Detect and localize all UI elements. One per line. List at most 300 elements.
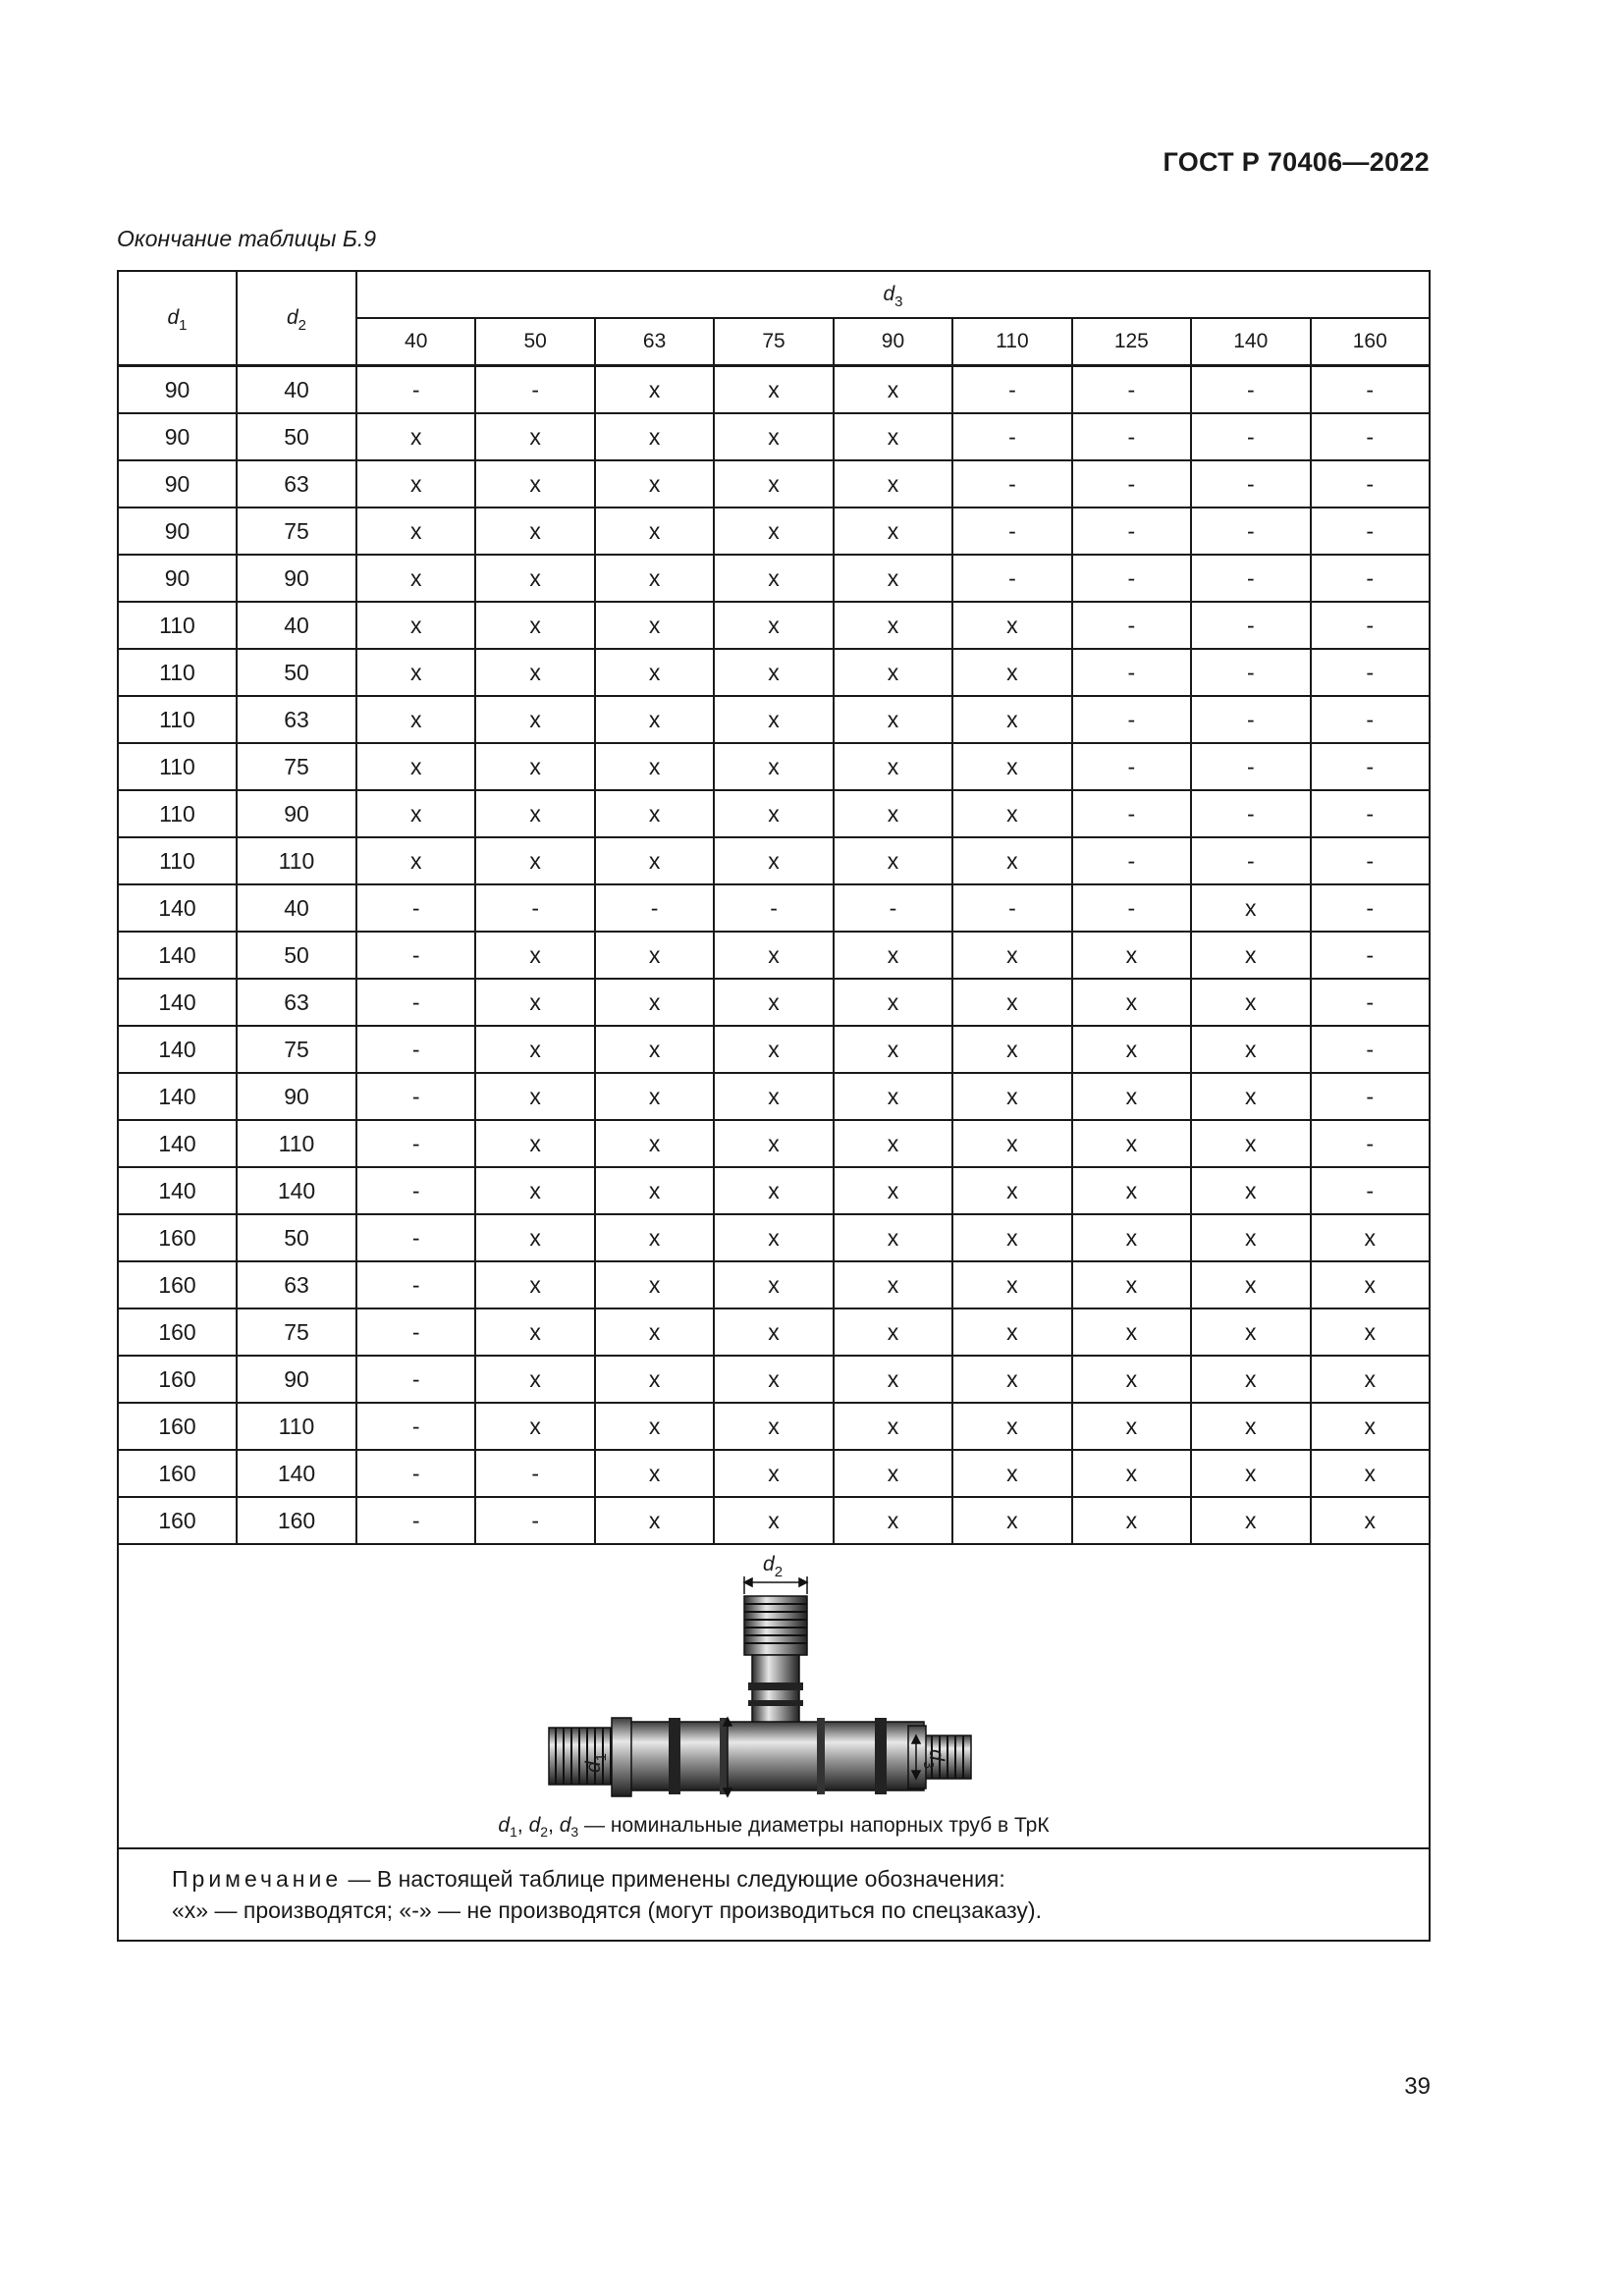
cell-availability: - xyxy=(595,884,714,932)
cell-availability: x xyxy=(1191,979,1310,1026)
table-row xyxy=(118,932,1430,979)
cell-availability: x xyxy=(834,460,952,507)
cell-availability: - xyxy=(1311,884,1431,932)
cell-availability: x xyxy=(714,1026,833,1073)
cell-availability: x xyxy=(834,1450,952,1497)
cell-availability: - xyxy=(1072,460,1191,507)
cell-availability: x xyxy=(952,1214,1071,1261)
main-pipe xyxy=(549,1718,971,1796)
cell-availability: x xyxy=(1191,1450,1310,1497)
header-d3-value: 125 xyxy=(1072,318,1191,366)
table-row xyxy=(118,1497,1430,1544)
cell-d2: 50 xyxy=(237,932,356,979)
cell-d1: 140 xyxy=(118,1073,237,1120)
cell-availability: x xyxy=(952,1497,1071,1544)
cell-availability: x xyxy=(714,932,833,979)
cell-availability: x xyxy=(714,507,833,555)
cell-availability: x xyxy=(1191,1308,1310,1356)
cell-availability: - xyxy=(1311,1073,1431,1120)
cell-d1: 90 xyxy=(118,366,237,414)
cell-availability: x xyxy=(834,555,952,602)
cell-availability: x xyxy=(952,1403,1071,1450)
cell-availability: x xyxy=(595,979,714,1026)
cell-availability: - xyxy=(952,884,1071,932)
cell-availability: x xyxy=(714,1261,833,1308)
cell-availability: x xyxy=(834,413,952,460)
cell-d1: 160 xyxy=(118,1450,237,1497)
cell-availability: x xyxy=(952,1120,1071,1167)
table-row xyxy=(118,413,1430,460)
cell-availability: x xyxy=(834,1497,952,1544)
table-row xyxy=(118,555,1430,602)
cell-availability: x xyxy=(1072,1356,1191,1403)
cell-availability: x xyxy=(834,979,952,1026)
table-row xyxy=(118,790,1430,837)
cell-availability: x xyxy=(595,1261,714,1308)
cell-d2: 110 xyxy=(237,1403,356,1450)
header-d3-value: 75 xyxy=(714,318,833,366)
cell-availability: x xyxy=(475,743,594,790)
cell-availability: - xyxy=(1072,649,1191,696)
cell-d1: 110 xyxy=(118,696,237,743)
cell-d1: 140 xyxy=(118,1167,237,1214)
cell-d1: 140 xyxy=(118,979,237,1026)
header-d3-value: 50 xyxy=(475,318,594,366)
cell-d1: 90 xyxy=(118,507,237,555)
cell-availability: x xyxy=(1311,1450,1431,1497)
cell-d2: 50 xyxy=(237,1214,356,1261)
table-row xyxy=(118,602,1430,649)
table-row xyxy=(118,507,1430,555)
cell-availability: - xyxy=(952,460,1071,507)
cell-availability: - xyxy=(1311,696,1431,743)
cell-availability: x xyxy=(834,1356,952,1403)
cell-d2: 75 xyxy=(237,1308,356,1356)
cell-availability: - xyxy=(1191,790,1310,837)
table-row xyxy=(118,743,1430,790)
cell-availability: x xyxy=(834,366,952,414)
table-row xyxy=(118,1214,1430,1261)
cell-availability: x xyxy=(595,1497,714,1544)
cell-availability: - xyxy=(1191,460,1310,507)
cell-availability: - xyxy=(356,1167,475,1214)
cell-availability: x xyxy=(834,602,952,649)
cell-availability: x xyxy=(1072,1167,1191,1214)
cell-availability: x xyxy=(714,1497,833,1544)
cell-availability: x xyxy=(952,1450,1071,1497)
cell-availability: x xyxy=(475,1403,594,1450)
figure-cell xyxy=(118,1544,1430,1848)
cell-d2: 40 xyxy=(237,366,356,414)
cell-availability: x xyxy=(834,790,952,837)
cell-d1: 110 xyxy=(118,743,237,790)
figure-caption: $d_1$, $d_2$, $d_3$ — номинальные диаметры напорных труб в ТрК xyxy=(498,1814,1050,1840)
cell-availability: x xyxy=(834,1214,952,1261)
cell-availability: x xyxy=(834,507,952,555)
cell-availability: x xyxy=(834,1261,952,1308)
cell-availability: - xyxy=(1191,366,1310,414)
cell-availability: x xyxy=(595,743,714,790)
cell-availability: - xyxy=(1311,602,1431,649)
cell-availability: x xyxy=(1072,1214,1191,1261)
cell-d1: 110 xyxy=(118,649,237,696)
cell-availability: x xyxy=(356,649,475,696)
cell-availability: - xyxy=(714,884,833,932)
table-row xyxy=(118,1356,1430,1403)
cell-availability: - xyxy=(1072,555,1191,602)
cell-d2: 63 xyxy=(237,696,356,743)
cell-availability: x xyxy=(595,1073,714,1120)
table-row xyxy=(118,1403,1430,1450)
cell-availability: - xyxy=(1072,743,1191,790)
cell-availability: x xyxy=(714,1120,833,1167)
cell-availability: x xyxy=(595,1026,714,1073)
cell-availability: - xyxy=(356,1214,475,1261)
cell-availability: x xyxy=(595,602,714,649)
note-line2: «x» — производятся; «-» — не производятся (могут производиться по спецзаказу). xyxy=(172,1897,1042,1923)
cell-availability: x xyxy=(714,413,833,460)
cell-availability: x xyxy=(1191,1026,1310,1073)
cell-availability: - xyxy=(952,413,1071,460)
header-d3-value: 140 xyxy=(1191,318,1310,366)
cell-availability: - xyxy=(356,1497,475,1544)
cell-availability: x xyxy=(475,790,594,837)
cell-availability: - xyxy=(1072,837,1191,884)
cell-availability: - xyxy=(475,1497,594,1544)
cell-availability: x xyxy=(714,1308,833,1356)
cell-availability: x xyxy=(834,1167,952,1214)
cell-availability: x xyxy=(714,979,833,1026)
cell-d1: 140 xyxy=(118,1120,237,1167)
cell-availability: x xyxy=(1311,1403,1431,1450)
header-d3-value: 160 xyxy=(1311,318,1431,366)
cell-availability: - xyxy=(834,884,952,932)
cell-availability: - xyxy=(356,932,475,979)
cell-availability: x xyxy=(1072,1261,1191,1308)
table-row xyxy=(118,1261,1430,1308)
table-row xyxy=(118,837,1430,884)
cell-availability: x xyxy=(1311,1308,1431,1356)
cell-availability: x xyxy=(1191,1214,1310,1261)
cell-availability: x xyxy=(1311,1497,1431,1544)
cell-availability: - xyxy=(1072,602,1191,649)
cell-availability: x xyxy=(1072,1403,1191,1450)
table-row xyxy=(118,366,1430,414)
cell-availability: x xyxy=(952,790,1071,837)
cell-d2: 110 xyxy=(237,1120,356,1167)
cell-availability: x xyxy=(1072,1120,1191,1167)
cell-availability: x xyxy=(475,649,594,696)
cell-availability: x xyxy=(356,460,475,507)
cell-availability: x xyxy=(1311,1214,1431,1261)
table-row xyxy=(118,1120,1430,1167)
cell-availability: x xyxy=(952,696,1071,743)
cell-d2: 50 xyxy=(237,649,356,696)
cell-availability: - xyxy=(952,555,1071,602)
cell-availability: x xyxy=(475,507,594,555)
cell-availability: x xyxy=(1191,1497,1310,1544)
cell-availability: x xyxy=(714,743,833,790)
cell-availability: - xyxy=(475,1450,594,1497)
cell-availability: x xyxy=(1191,932,1310,979)
cell-availability: x xyxy=(475,1167,594,1214)
cell-d2: 90 xyxy=(237,1356,356,1403)
cell-availability: x xyxy=(1311,1356,1431,1403)
cell-availability: x xyxy=(834,743,952,790)
cell-availability: - xyxy=(1311,507,1431,555)
page-number: 39 xyxy=(1404,2073,1431,2100)
cell-availability: x xyxy=(834,1403,952,1450)
cell-availability: x xyxy=(834,1026,952,1073)
cell-d2: 40 xyxy=(237,602,356,649)
cell-d2: 75 xyxy=(237,1026,356,1073)
cell-availability: x xyxy=(475,1120,594,1167)
cell-d1: 90 xyxy=(118,555,237,602)
cell-availability: - xyxy=(356,884,475,932)
cell-availability: x xyxy=(595,1450,714,1497)
cell-availability: x xyxy=(595,1214,714,1261)
cell-availability: x xyxy=(475,1308,594,1356)
cell-availability: x xyxy=(475,460,594,507)
cell-availability: - xyxy=(356,1120,475,1167)
cell-availability: - xyxy=(1072,884,1191,932)
dim-label-d3: $d_3$ xyxy=(920,1748,948,1770)
cell-availability: - xyxy=(1311,1120,1431,1167)
cell-availability: x xyxy=(475,932,594,979)
table-row xyxy=(118,1450,1430,1497)
cell-availability: - xyxy=(1311,1167,1431,1214)
cell-availability: x xyxy=(595,649,714,696)
cell-availability: x xyxy=(356,413,475,460)
cell-availability: x xyxy=(595,837,714,884)
cell-availability: - xyxy=(356,1450,475,1497)
cell-availability: x xyxy=(1311,1261,1431,1308)
cell-d1: 110 xyxy=(118,602,237,649)
cell-availability: x xyxy=(475,696,594,743)
cell-availability: x xyxy=(475,413,594,460)
cell-availability: - xyxy=(1311,932,1431,979)
cell-availability: x xyxy=(595,790,714,837)
cell-availability: x xyxy=(1191,1120,1310,1167)
cell-availability: - xyxy=(1311,979,1431,1026)
cell-d1: 110 xyxy=(118,790,237,837)
cell-availability: x xyxy=(952,837,1071,884)
cell-d1: 140 xyxy=(118,932,237,979)
dim-label-d1: $d_1$ xyxy=(582,1752,611,1774)
cell-availability: x xyxy=(834,932,952,979)
cell-d2: 90 xyxy=(237,555,356,602)
cell-availability: x xyxy=(1191,1073,1310,1120)
cell-availability: - xyxy=(1072,507,1191,555)
specification-table xyxy=(117,270,1431,1942)
cell-availability: x xyxy=(356,837,475,884)
header-d3-value: 63 xyxy=(595,318,714,366)
cell-availability: x xyxy=(356,507,475,555)
cell-d2: 90 xyxy=(237,1073,356,1120)
cell-d2: 75 xyxy=(237,507,356,555)
cell-availability: - xyxy=(1311,366,1431,414)
cell-availability: x xyxy=(595,1167,714,1214)
tee-fitting-figure xyxy=(119,1545,1433,1847)
cell-availability: - xyxy=(356,979,475,1026)
cell-availability: x xyxy=(952,1026,1071,1073)
cell-availability: x xyxy=(595,366,714,414)
cell-availability: - xyxy=(356,1073,475,1120)
header-d3-value: 90 xyxy=(834,318,952,366)
cell-availability: x xyxy=(356,555,475,602)
cell-availability: x xyxy=(595,507,714,555)
cell-availability: x xyxy=(475,1026,594,1073)
cell-availability: x xyxy=(834,696,952,743)
cell-availability: - xyxy=(1191,507,1310,555)
cell-availability: x xyxy=(834,837,952,884)
cell-availability: x xyxy=(1072,1497,1191,1544)
cell-availability: x xyxy=(714,696,833,743)
cell-d2: 140 xyxy=(237,1167,356,1214)
cell-d2: 63 xyxy=(237,979,356,1026)
cell-d2: 140 xyxy=(237,1450,356,1497)
cell-availability: x xyxy=(595,555,714,602)
header-d3-value: 110 xyxy=(952,318,1071,366)
cell-availability: x xyxy=(595,1403,714,1450)
header-d1: $d_1$ xyxy=(118,271,237,366)
cell-availability: x xyxy=(1072,1026,1191,1073)
cell-availability: - xyxy=(1311,413,1431,460)
cell-availability: - xyxy=(356,1356,475,1403)
cell-availability: x xyxy=(714,1167,833,1214)
cell-availability: x xyxy=(356,743,475,790)
cell-availability: x xyxy=(1072,979,1191,1026)
cell-availability: - xyxy=(1311,790,1431,837)
cell-availability: - xyxy=(1311,460,1431,507)
document-code: ГОСТ Р 70406—2022 xyxy=(1163,147,1430,177)
cell-availability: x xyxy=(714,1073,833,1120)
cell-availability: x xyxy=(595,460,714,507)
cell-availability: x xyxy=(714,1403,833,1450)
cell-availability: x xyxy=(952,649,1071,696)
table-row xyxy=(118,649,1430,696)
cell-d1: 160 xyxy=(118,1214,237,1261)
cell-availability: - xyxy=(1311,649,1431,696)
table-row xyxy=(118,1167,1430,1214)
cell-d1: 160 xyxy=(118,1356,237,1403)
cell-availability: - xyxy=(1072,413,1191,460)
cell-d1: 160 xyxy=(118,1308,237,1356)
note-line1: — В настоящей таблице применены следующие обозначения: xyxy=(342,1866,1005,1892)
cell-availability: - xyxy=(1191,743,1310,790)
cell-availability: x xyxy=(952,1073,1071,1120)
cell-availability: x xyxy=(834,649,952,696)
cell-d2: 40 xyxy=(237,884,356,932)
cell-availability: x xyxy=(1072,932,1191,979)
cell-availability: - xyxy=(356,1308,475,1356)
cell-d2: 160 xyxy=(237,1497,356,1544)
cell-d1: 140 xyxy=(118,1026,237,1073)
cell-d2: 75 xyxy=(237,743,356,790)
cell-availability: x xyxy=(595,413,714,460)
cell-availability: - xyxy=(1191,413,1310,460)
cell-d1: 160 xyxy=(118,1497,237,1544)
table-caption: Окончание таблицы Б.9 xyxy=(117,226,377,251)
cell-d1: 160 xyxy=(118,1403,237,1450)
cell-availability: - xyxy=(356,366,475,414)
table-row xyxy=(118,1073,1430,1120)
cell-availability: x xyxy=(1191,1356,1310,1403)
cell-availability: x xyxy=(1191,1261,1310,1308)
cell-availability: - xyxy=(952,366,1071,414)
cell-d1: 160 xyxy=(118,1261,237,1308)
header-d3-value: 40 xyxy=(356,318,475,366)
cell-d2: 50 xyxy=(237,413,356,460)
cell-availability: x xyxy=(475,837,594,884)
table-note xyxy=(118,1848,1430,1941)
cell-availability: x xyxy=(1191,1167,1310,1214)
cell-availability: - xyxy=(1311,743,1431,790)
cell-availability: x xyxy=(475,1356,594,1403)
table-row xyxy=(118,696,1430,743)
cell-availability: x xyxy=(714,1214,833,1261)
table-row xyxy=(118,884,1430,932)
table-row xyxy=(118,460,1430,507)
cell-availability: - xyxy=(475,366,594,414)
cell-availability: x xyxy=(834,1120,952,1167)
cell-availability: x xyxy=(952,1261,1071,1308)
cell-availability: x xyxy=(952,1356,1071,1403)
cell-availability: x xyxy=(356,602,475,649)
cell-availability: x xyxy=(1072,1073,1191,1120)
cell-availability: x xyxy=(475,1073,594,1120)
cell-d1: 140 xyxy=(118,884,237,932)
cell-availability: x xyxy=(1191,1403,1310,1450)
cell-availability: x xyxy=(356,696,475,743)
cell-availability: x xyxy=(952,1308,1071,1356)
cell-availability: x xyxy=(595,1356,714,1403)
cell-availability: - xyxy=(1191,649,1310,696)
cell-availability: x xyxy=(475,979,594,1026)
cell-availability: x xyxy=(952,1167,1071,1214)
cell-availability: - xyxy=(1191,837,1310,884)
cell-availability: x xyxy=(714,1356,833,1403)
cell-availability: x xyxy=(714,1450,833,1497)
cell-availability: x xyxy=(952,743,1071,790)
dim-label-d2: $d_2$ xyxy=(763,1553,784,1580)
table-row xyxy=(118,979,1430,1026)
cell-availability: - xyxy=(1191,602,1310,649)
cell-availability: x xyxy=(714,837,833,884)
cell-d2: 90 xyxy=(237,790,356,837)
cell-availability: x xyxy=(834,1073,952,1120)
cell-availability: x xyxy=(1072,1308,1191,1356)
cell-availability: - xyxy=(475,884,594,932)
cell-availability: x xyxy=(714,555,833,602)
cell-availability: - xyxy=(1311,555,1431,602)
cell-availability: - xyxy=(1072,790,1191,837)
table-row xyxy=(118,1308,1430,1356)
cell-availability: - xyxy=(952,507,1071,555)
cell-availability: - xyxy=(1191,555,1310,602)
cell-availability: x xyxy=(952,602,1071,649)
cell-availability: - xyxy=(1072,696,1191,743)
cell-availability: x xyxy=(834,1308,952,1356)
cell-availability: x xyxy=(714,460,833,507)
cell-availability: - xyxy=(1311,1026,1431,1073)
cell-availability: x xyxy=(475,1261,594,1308)
cell-availability: x xyxy=(475,602,594,649)
cell-availability: x xyxy=(714,790,833,837)
cell-availability: - xyxy=(356,1261,475,1308)
cell-availability: x xyxy=(595,1120,714,1167)
header-d3: $d_3$ xyxy=(356,271,1430,318)
